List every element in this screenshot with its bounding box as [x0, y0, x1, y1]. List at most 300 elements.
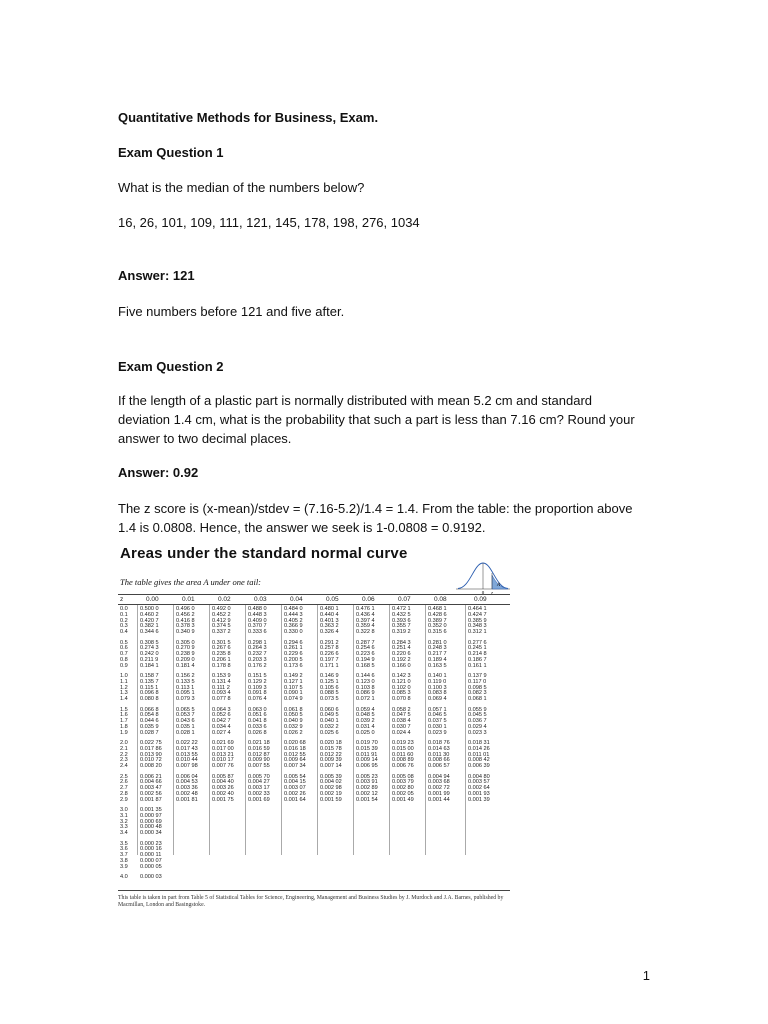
area-value-cell: 0.079 3	[176, 696, 195, 703]
area-value-cell: 0.002 89	[356, 785, 378, 792]
area-value-cell: 0.015 39	[356, 745, 378, 752]
area-value-cell: 0.140 1	[428, 673, 447, 679]
area-value-cell: 0.337 2	[212, 629, 231, 636]
area-value-cell: 0.022 22	[176, 740, 198, 746]
area-value-cell: 0.096 8	[140, 690, 159, 697]
area-value-cell: 0.226 6	[320, 651, 339, 658]
area-value-cell: 0.298 1	[248, 639, 267, 646]
table-bottom-rule	[118, 890, 510, 891]
area-value-cell: 0.444 3	[284, 611, 303, 618]
area-value-cell: 0.012 22	[320, 751, 342, 758]
area-value-cell: 0.194 9	[356, 656, 375, 663]
z-value-cell: 0.2	[120, 617, 128, 624]
area-value-cell: 0.077 8	[212, 696, 231, 703]
area-value-cell: 0.008 42	[468, 757, 490, 764]
area-value-cell: 0.000 03	[140, 874, 162, 880]
area-value-cell: 0.192 2	[392, 656, 411, 663]
area-value-cell: 0.291 2	[320, 639, 339, 646]
area-value-cell: 0.032 9	[284, 723, 303, 730]
area-value-cell: 0.023 9	[428, 729, 447, 736]
area-value-cell: 0.072 1	[356, 696, 375, 703]
area-value-cell: 0.003 47	[140, 785, 162, 792]
area-value-cell: 0.163 5	[428, 662, 447, 669]
area-value-cell: 0.100 3	[428, 684, 447, 691]
area-value-cell: 0.043 6	[176, 718, 195, 725]
table-header-cell: 0.03	[254, 596, 267, 603]
area-value-cell: 0.460 2	[140, 611, 159, 618]
area-value-cell: 0.220 6	[392, 651, 411, 658]
area-value-cell: 0.003 17	[248, 785, 270, 792]
area-value-cell: 0.146 9	[320, 673, 339, 679]
area-value-cell: 0.173 6	[284, 662, 303, 669]
area-value-cell: 0.059 4	[356, 706, 375, 713]
area-value-cell: 0.010 44	[176, 757, 198, 764]
z-value-cell: 1.9	[120, 729, 128, 736]
z-value-cell: 3.6	[120, 846, 128, 853]
area-value-cell: 0.200 5	[284, 656, 303, 663]
area-value-cell: 0.052 6	[212, 712, 231, 719]
area-value-cell: 0.010 72	[140, 757, 162, 764]
area-value-cell: 0.181 4	[176, 662, 195, 669]
z-value-cell: 1.0	[120, 673, 128, 679]
area-value-cell: 0.060 6	[320, 706, 339, 713]
area-value-cell: 0.021 69	[212, 740, 234, 746]
area-value-cell: 0.267 6	[212, 645, 231, 652]
z-value-cell: 0.8	[120, 656, 128, 663]
area-value-cell: 0.326 4	[320, 629, 339, 636]
table-top-rule	[118, 591, 510, 595]
area-value-cell: 0.002 56	[140, 790, 162, 797]
area-value-cell: 0.003 68	[428, 779, 450, 786]
area-value-cell: 0.000 16	[140, 846, 162, 853]
area-value-cell: 0.004 66	[140, 779, 162, 786]
area-value-cell: 0.017 00	[212, 745, 234, 752]
area-value-cell: 0.065 5	[176, 706, 195, 713]
area-value-cell: 0.359 4	[356, 623, 375, 630]
area-value-cell: 0.363 2	[320, 623, 339, 630]
area-value-cell: 0.355 7	[392, 623, 411, 630]
area-value-cell: 0.000 23	[140, 840, 162, 847]
area-value-cell: 0.006 39	[468, 763, 490, 770]
question-1-heading: Exam Question 1	[118, 145, 224, 160]
z-value-cell: 1.6	[120, 712, 128, 719]
area-value-cell: 0.011 60	[392, 751, 414, 758]
area-value-cell: 0.005 70	[248, 773, 270, 780]
area-value-cell: 0.000 97	[140, 812, 162, 819]
area-value-cell: 0.019 70	[356, 740, 378, 746]
area-value-cell: 0.488 0	[248, 606, 267, 612]
area-value-cell: 0.037 5	[428, 718, 447, 725]
area-value-cell: 0.086 9	[356, 690, 375, 697]
z-value-cell: 0.9	[120, 662, 128, 669]
area-value-cell: 0.002 12	[356, 790, 378, 797]
area-value-cell: 0.004 40	[212, 779, 234, 786]
area-value-cell: 0.007 34	[284, 763, 306, 770]
area-value-cell: 0.012 87	[248, 751, 270, 758]
area-value-cell: 0.127 1	[284, 678, 303, 685]
area-value-cell: 0.211 9	[140, 656, 159, 663]
table-header-cell: 0.04	[290, 596, 303, 603]
area-value-cell: 0.484 0	[284, 606, 303, 612]
area-value-cell: 0.000 07	[140, 857, 162, 864]
area-value-cell: 0.009 64	[284, 757, 306, 764]
area-value-cell: 0.017 43	[176, 745, 198, 752]
area-value-cell: 0.133 5	[176, 678, 195, 685]
area-value-cell: 0.008 66	[428, 757, 450, 764]
area-value-cell: 0.039 2	[356, 718, 375, 725]
area-value-cell: 0.496 0	[176, 606, 195, 612]
area-value-cell: 0.023 3	[468, 729, 487, 736]
area-value-cell: 0.001 81	[176, 796, 198, 803]
area-value-cell: 0.448 3	[248, 611, 267, 618]
area-value-cell: 0.053 7	[176, 712, 195, 719]
area-value-cell: 0.277 6	[468, 639, 487, 646]
z-value-cell: 1.4	[120, 696, 128, 703]
area-value-cell: 0.197 7	[320, 656, 339, 663]
area-value-cell: 0.012 55	[284, 751, 306, 758]
question-1-text: What is the median of the numbers below?	[118, 180, 365, 195]
curve-z-label: z	[491, 591, 493, 595]
area-value-cell: 0.006 04	[176, 773, 198, 780]
area-value-cell: 0.389 7	[428, 617, 447, 624]
z-value-cell: 2.6	[120, 779, 128, 786]
area-value-cell: 0.051 6	[248, 712, 267, 719]
area-value-cell: 0.142 3	[392, 673, 411, 679]
area-value-cell: 0.006 57	[428, 763, 450, 770]
area-value-cell: 0.001 69	[248, 796, 270, 803]
area-value-cell: 0.019 23	[392, 740, 414, 746]
area-value-cell: 0.003 36	[176, 785, 198, 792]
table-header-cell: 0.02	[218, 596, 231, 603]
area-value-cell: 0.009 39	[320, 757, 342, 764]
area-value-cell: 0.102 0	[392, 684, 411, 691]
area-value-cell: 0.003 79	[392, 779, 414, 786]
area-value-cell: 0.011 30	[428, 751, 450, 758]
z-value-cell: 0.4	[120, 629, 128, 636]
table-subtitle: The table gives the area A under one tail:	[120, 577, 262, 587]
area-value-cell: 0.305 0	[176, 639, 195, 646]
table-column-divider	[173, 605, 174, 855]
table-source-note: This table is taken in part from Table 5 of Statistical Tables for Science, Engineering, Management and Business Studies by J. Murdoch and J.A. Barnes, published by Macmillan, London and Basingstoke.	[118, 895, 504, 908]
area-value-cell: 0.352 0	[428, 623, 447, 630]
area-value-cell: 0.074 9	[284, 696, 303, 703]
area-value-cell: 0.109 3	[248, 684, 267, 691]
area-value-cell: 0.000 11	[140, 852, 162, 859]
area-value-cell: 0.006 95	[356, 763, 378, 770]
area-value-cell: 0.168 5	[356, 662, 375, 669]
area-value-cell: 0.242 0	[140, 651, 159, 658]
area-value-cell: 0.105 6	[320, 684, 339, 691]
area-value-cell: 0.340 9	[176, 629, 195, 636]
area-value-cell: 0.016 18	[284, 745, 306, 752]
area-value-cell: 0.001 93	[468, 790, 490, 797]
area-value-cell: 0.397 4	[356, 617, 375, 624]
area-value-cell: 0.203 3	[248, 656, 267, 663]
area-value-cell: 0.031 4	[356, 723, 375, 730]
area-value-cell: 0.005 39	[320, 773, 342, 780]
area-value-cell: 0.123 0	[356, 678, 375, 685]
page-number: 1	[642, 968, 650, 983]
area-value-cell: 0.232 7	[248, 651, 267, 658]
area-value-cell: 0.264 3	[248, 645, 267, 652]
area-value-cell: 0.113 1	[176, 684, 195, 691]
area-value-cell: 0.050 5	[284, 712, 303, 719]
area-value-cell: 0.480 1	[320, 606, 339, 612]
area-value-cell: 0.176 2	[248, 662, 267, 669]
area-value-cell: 0.049 5	[320, 712, 339, 719]
area-value-cell: 0.063 0	[248, 706, 267, 713]
area-value-cell: 0.472 1	[392, 606, 411, 612]
area-value-cell: 0.000 34	[140, 830, 162, 837]
table-column-divider	[353, 605, 354, 855]
curve-zero-label: 0	[481, 591, 485, 595]
table-header-cell: 0.05	[326, 596, 339, 603]
area-value-cell: 0.281 0	[428, 639, 447, 646]
table-column-divider	[425, 605, 426, 855]
area-value-cell: 0.245 1	[468, 645, 487, 652]
area-value-cell: 0.223 6	[356, 651, 375, 658]
z-value-cell: 0.0	[120, 606, 128, 612]
area-value-cell: 0.001 49	[392, 796, 414, 803]
area-value-cell: 0.007 76	[212, 763, 234, 770]
z-value-cell: 1.8	[120, 723, 128, 730]
area-value-cell: 0.005 23	[356, 773, 378, 780]
area-value-cell: 0.013 90	[140, 751, 162, 758]
area-value-cell: 0.003 57	[468, 779, 490, 786]
area-value-cell: 0.178 8	[212, 662, 231, 669]
area-value-cell: 0.137 9	[468, 673, 487, 679]
table-column-divider	[465, 605, 466, 855]
area-value-cell: 0.005 54	[284, 773, 306, 780]
area-value-cell: 0.161 1	[468, 662, 487, 669]
area-value-cell: 0.073 5	[320, 696, 339, 703]
area-value-cell: 0.251 4	[392, 645, 411, 652]
area-value-cell: 0.009 90	[248, 757, 270, 764]
normal-curve-icon	[456, 559, 510, 595]
area-value-cell: 0.214 8	[468, 651, 487, 658]
area-value-cell: 0.121 0	[392, 678, 411, 685]
area-value-cell: 0.436 4	[356, 611, 375, 618]
area-value-cell: 0.030 1	[428, 723, 447, 730]
area-value-cell: 0.045 5	[468, 712, 487, 719]
area-value-cell: 0.020 18	[320, 740, 342, 746]
area-value-cell: 0.344 6	[140, 629, 159, 636]
area-value-cell: 0.016 59	[248, 745, 270, 752]
area-value-cell: 0.011 91	[356, 751, 378, 758]
z-value-cell: 2.5	[120, 773, 128, 780]
area-value-cell: 0.412 9	[212, 617, 231, 624]
area-value-cell: 0.254 6	[356, 645, 375, 652]
question-2-explanation: The z score is (x-mean)/stdev = (7.16-5.2)/1.4 = 1.4. From the table: the proportion above 1.4 is 0.0808. Hence, the answer we seek is 1-0.0808 = 0.9192.	[118, 501, 633, 535]
area-value-cell: 0.209 0	[176, 656, 195, 663]
area-value-cell: 0.257 8	[320, 645, 339, 652]
area-value-cell: 0.287 7	[356, 639, 375, 646]
area-value-cell: 0.003 26	[212, 785, 234, 792]
area-value-cell: 0.378 3	[176, 623, 195, 630]
z-value-cell: 1.2	[120, 684, 128, 691]
area-value-cell: 0.058 2	[392, 706, 411, 713]
area-value-cell: 0.308 5	[140, 639, 159, 646]
area-value-cell: 0.001 99	[428, 790, 450, 797]
table-title: Areas under the standard normal curve	[120, 545, 408, 562]
area-value-cell: 0.476 1	[356, 606, 375, 612]
area-value-cell: 0.047 5	[392, 712, 411, 719]
area-value-cell: 0.312 1	[468, 629, 487, 636]
area-value-cell: 0.001 44	[428, 796, 450, 803]
area-value-cell: 0.034 4	[212, 723, 231, 730]
curve-area-label: A	[497, 583, 501, 588]
area-value-cell: 0.405 2	[284, 617, 303, 624]
area-value-cell: 0.270 9	[176, 645, 195, 652]
z-value-cell: 2.3	[120, 757, 128, 764]
area-value-cell: 0.001 54	[356, 796, 378, 803]
area-value-cell: 0.095 1	[176, 690, 195, 697]
z-value-cell: 3.1	[120, 812, 128, 819]
z-value-cell: 0.6	[120, 645, 128, 652]
area-value-cell: 0.026 2	[284, 729, 303, 736]
area-value-cell: 0.217 7	[428, 651, 447, 658]
area-value-cell: 0.002 72	[428, 785, 450, 792]
area-value-cell: 0.274 3	[140, 645, 159, 652]
area-value-cell: 0.018 31	[468, 740, 490, 746]
area-value-cell: 0.151 5	[248, 673, 267, 679]
area-value-cell: 0.007 14	[320, 763, 342, 770]
area-value-cell: 0.007 98	[176, 763, 198, 770]
z-value-cell: 3.7	[120, 852, 128, 859]
area-value-cell: 0.025 6	[320, 729, 339, 736]
area-value-cell: 0.186 7	[468, 656, 487, 663]
area-value-cell: 0.091 8	[248, 690, 267, 697]
area-value-cell: 0.042 7	[212, 718, 231, 725]
area-value-cell: 0.002 40	[212, 790, 234, 797]
area-value-cell: 0.002 48	[176, 790, 198, 797]
question-2-heading: Exam Question 2	[118, 359, 224, 374]
area-value-cell: 0.238 9	[176, 651, 195, 658]
area-value-cell: 0.382 1	[140, 623, 159, 630]
z-value-cell: 2.7	[120, 785, 128, 792]
area-value-cell: 0.066 8	[140, 706, 159, 713]
table-column-divider	[317, 605, 318, 855]
area-value-cell: 0.248 3	[428, 645, 447, 652]
area-value-cell: 0.301 5	[212, 639, 231, 646]
table-header-cell: 0.08	[434, 596, 447, 603]
z-value-cell: 2.9	[120, 796, 128, 803]
area-value-cell: 0.004 15	[284, 779, 306, 786]
z-value-cell: 3.3	[120, 824, 128, 831]
area-value-cell: 0.117 0	[468, 678, 487, 685]
area-value-cell: 0.022 75	[140, 740, 162, 746]
area-value-cell: 0.028 7	[140, 729, 159, 736]
table-header-cell: 0.09	[474, 596, 487, 603]
area-value-cell: 0.057 1	[428, 706, 447, 713]
area-value-cell: 0.000 69	[140, 818, 162, 825]
z-value-cell: 0.1	[120, 611, 128, 618]
area-value-cell: 0.064 3	[212, 706, 231, 713]
area-value-cell: 0.070 8	[392, 696, 411, 703]
area-value-cell: 0.028 1	[176, 729, 195, 736]
area-value-cell: 0.348 3	[468, 623, 487, 630]
z-value-cell: 3.9	[120, 863, 128, 870]
area-value-cell: 0.002 05	[392, 790, 414, 797]
area-value-cell: 0.090 1	[284, 690, 303, 697]
area-value-cell: 0.315 6	[428, 629, 447, 636]
area-value-cell: 0.000 05	[140, 863, 162, 870]
area-value-cell: 0.006 21	[140, 773, 162, 780]
area-value-cell: 0.206 1	[212, 656, 231, 663]
area-value-cell: 0.004 53	[176, 779, 198, 786]
area-value-cell: 0.366 9	[284, 623, 303, 630]
table-header-cell: 0.07	[398, 596, 411, 603]
area-value-cell: 0.001 59	[320, 796, 342, 803]
area-value-cell: 0.131 4	[212, 678, 231, 685]
area-value-cell: 0.017 86	[140, 745, 162, 752]
area-value-cell: 0.370 7	[248, 623, 267, 630]
area-value-cell: 0.229 6	[284, 651, 303, 658]
z-value-cell: 3.5	[120, 840, 128, 847]
normal-table-figure	[118, 545, 510, 917]
area-value-cell: 0.333 6	[248, 629, 267, 636]
area-value-cell: 0.468 1	[428, 606, 447, 612]
area-value-cell: 0.119 0	[428, 678, 447, 685]
area-value-cell: 0.009 14	[356, 757, 378, 764]
area-value-cell: 0.054 8	[140, 712, 159, 719]
course-title: Quantitative Methods for Business, Exam.	[118, 110, 379, 125]
z-value-cell: 2.2	[120, 751, 128, 758]
area-value-cell: 0.007 55	[248, 763, 270, 770]
area-value-cell: 0.003 07	[284, 785, 306, 792]
area-value-cell: 0.030 7	[392, 723, 411, 730]
area-value-cell: 0.428 6	[428, 611, 447, 618]
area-value-cell: 0.284 3	[392, 639, 411, 646]
question-1-numbers: 16, 26, 101, 109, 111, 121, 145, 178, 198, 276, 1034	[118, 215, 420, 230]
area-value-cell: 0.111 2	[212, 684, 230, 691]
area-value-cell: 0.153 9	[212, 673, 231, 679]
area-value-cell: 0.088 5	[320, 690, 339, 697]
area-value-cell: 0.001 87	[140, 796, 162, 803]
area-value-cell: 0.024 4	[392, 729, 411, 736]
area-value-cell: 0.005 87	[212, 773, 234, 780]
area-value-cell: 0.093 4	[212, 690, 231, 697]
area-value-cell: 0.015 00	[392, 745, 414, 752]
z-value-cell: 0.7	[120, 651, 128, 658]
area-value-cell: 0.036 7	[468, 718, 487, 725]
area-value-cell: 0.500 0	[140, 606, 159, 612]
z-value-cell: 2.4	[120, 763, 128, 770]
area-value-cell: 0.107 5	[284, 684, 303, 691]
area-value-cell: 0.393 6	[392, 617, 411, 624]
z-value-cell: 3.0	[120, 807, 128, 813]
area-value-cell: 0.038 4	[392, 718, 411, 725]
z-value-cell: 3.8	[120, 857, 128, 864]
area-value-cell: 0.004 27	[248, 779, 270, 786]
area-value-cell: 0.135 7	[140, 678, 159, 685]
area-value-cell: 0.002 26	[284, 790, 306, 797]
area-value-cell: 0.021 18	[248, 740, 270, 746]
z-value-cell: 3.2	[120, 818, 128, 825]
table-column-divider	[281, 605, 282, 855]
area-value-cell: 0.004 80	[468, 773, 490, 780]
area-value-cell: 0.464 1	[468, 606, 487, 612]
table-column-divider	[209, 605, 210, 855]
area-value-cell: 0.385 9	[468, 617, 487, 624]
area-value-cell: 0.035 9	[140, 723, 159, 730]
area-value-cell: 0.189 4	[428, 656, 447, 663]
z-value-cell: 2.1	[120, 745, 128, 752]
area-value-cell: 0.409 0	[248, 617, 267, 624]
area-value-cell: 0.001 39	[468, 796, 490, 803]
area-value-cell: 0.432 5	[392, 611, 411, 618]
area-value-cell: 0.452 2	[212, 611, 231, 618]
